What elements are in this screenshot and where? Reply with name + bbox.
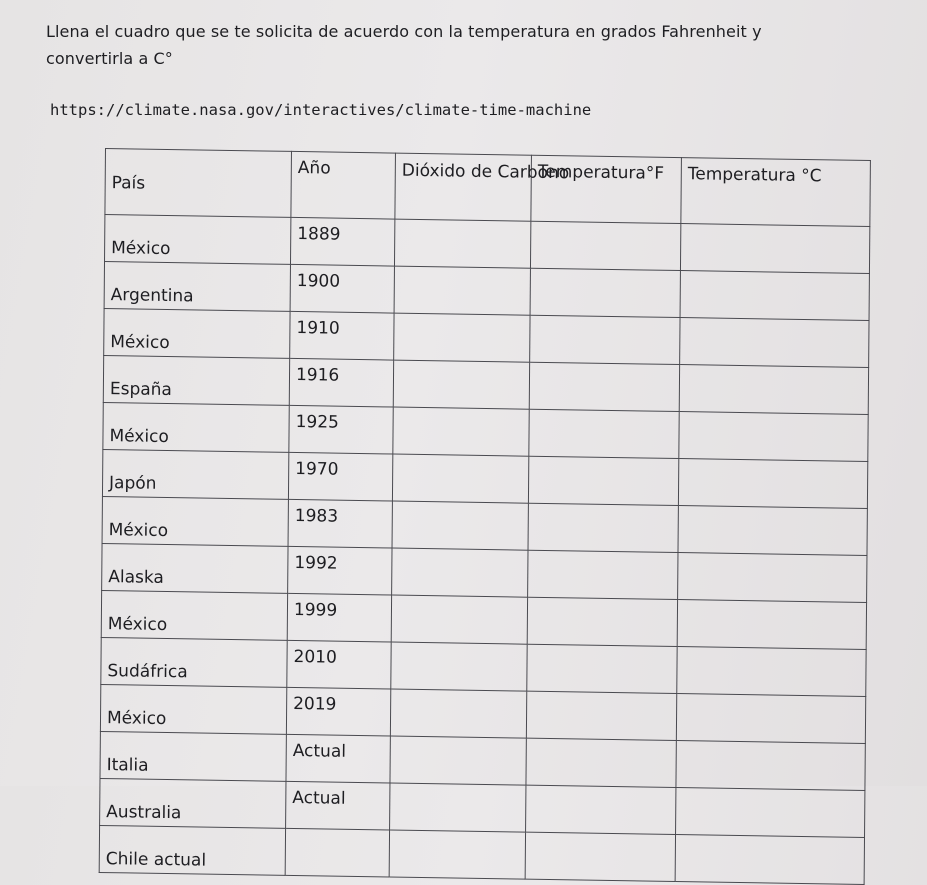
year-cell: 1900 <box>290 264 394 313</box>
year-cell: 2010 <box>287 640 391 689</box>
temp-f-cell[interactable] <box>528 456 678 505</box>
table-header-row <box>105 149 871 227</box>
temp-f-cell[interactable] <box>529 409 679 458</box>
country-cell: Italia <box>100 731 286 781</box>
temp-f-cell[interactable] <box>527 597 677 646</box>
year-cell: 1970 <box>288 452 392 501</box>
co2-cell[interactable] <box>394 219 530 268</box>
country-cell: Alaska <box>102 543 288 593</box>
temp-f-cell[interactable] <box>528 503 678 552</box>
temp-f-cell[interactable] <box>526 738 676 787</box>
country-cell: Chile actual <box>99 825 285 875</box>
country-cell: México <box>104 309 290 359</box>
country-cell: Australia <box>100 778 286 828</box>
country-cell: Sudáfrica <box>101 637 287 687</box>
temp-f-cell[interactable] <box>530 268 680 317</box>
country-cell: España <box>103 355 289 405</box>
year-cell: 1889 <box>290 217 394 266</box>
year-cell: 2019 <box>286 687 390 736</box>
temp-f-cell[interactable] <box>530 315 680 364</box>
temp-c-cell[interactable] <box>676 694 865 744</box>
temperature-table <box>99 148 871 885</box>
source-url: https://climate.nasa.gov/interactives/climate-time-machine <box>50 101 592 119</box>
country-cell: Argentina <box>104 262 290 312</box>
header-co2: Dióxido de Carbono <box>395 153 532 221</box>
temp-c-cell[interactable] <box>679 365 868 415</box>
country-cell: México <box>102 496 288 546</box>
temp-f-cell[interactable] <box>526 691 676 740</box>
co2-cell[interactable] <box>394 313 530 362</box>
instructions-text: Llena el cuadro que se te solicita de acuerdo con la temperatura en grados Fahrenheit y convertirla a C° <box>46 22 762 68</box>
year-cell: 1999 <box>287 593 391 642</box>
country-cell: México <box>105 215 291 265</box>
country-cell: México <box>100 684 286 734</box>
co2-cell[interactable] <box>391 595 527 644</box>
temp-f-cell[interactable] <box>525 832 675 881</box>
co2-cell[interactable] <box>392 501 528 550</box>
temp-c-cell[interactable] <box>679 412 868 462</box>
temp-c-cell[interactable] <box>678 553 867 603</box>
header-year: Año <box>291 151 396 219</box>
temp-c-cell[interactable] <box>676 788 865 838</box>
temp-c-cell[interactable] <box>680 271 869 321</box>
country-cell: Japón <box>102 449 288 499</box>
temp-f-cell[interactable] <box>527 644 677 693</box>
temp-c-cell[interactable] <box>680 224 869 274</box>
year-cell: 1916 <box>289 358 393 407</box>
temp-f-cell[interactable] <box>526 785 676 834</box>
year-cell: 1992 <box>288 546 392 595</box>
temp-c-cell[interactable] <box>678 459 867 509</box>
co2-cell[interactable] <box>391 642 527 691</box>
worksheet <box>99 148 871 885</box>
header-country: País <box>105 149 292 218</box>
country-cell: México <box>103 402 289 452</box>
year-cell: 1910 <box>290 311 394 360</box>
header-temp-c: Temperatura °C <box>681 158 871 227</box>
temp-c-cell[interactable] <box>676 741 865 791</box>
co2-cell[interactable] <box>393 407 529 456</box>
temp-c-cell[interactable] <box>675 835 864 885</box>
co2-cell[interactable] <box>390 736 526 785</box>
temp-f-cell[interactable] <box>529 362 679 411</box>
co2-cell[interactable] <box>389 830 525 879</box>
temp-c-cell[interactable] <box>677 647 866 697</box>
temp-c-cell[interactable] <box>678 506 867 556</box>
year-cell: 1925 <box>289 405 393 454</box>
year-cell: Actual <box>286 734 390 783</box>
temp-c-cell[interactable] <box>680 318 869 368</box>
co2-cell[interactable] <box>392 548 528 597</box>
year-cell: Actual <box>286 781 390 830</box>
co2-cell[interactable] <box>394 266 530 315</box>
header-temp-f: Temperatura°F <box>531 155 682 223</box>
temp-c-cell[interactable] <box>677 600 866 650</box>
temp-f-cell[interactable] <box>530 221 680 270</box>
country-cell: México <box>101 590 287 640</box>
co2-cell[interactable] <box>390 783 526 832</box>
co2-cell[interactable] <box>390 689 526 738</box>
year-cell <box>285 828 389 877</box>
co2-cell[interactable] <box>393 360 529 409</box>
year-cell: 1983 <box>288 499 392 548</box>
temp-f-cell[interactable] <box>528 550 678 599</box>
co2-cell[interactable] <box>392 454 528 503</box>
